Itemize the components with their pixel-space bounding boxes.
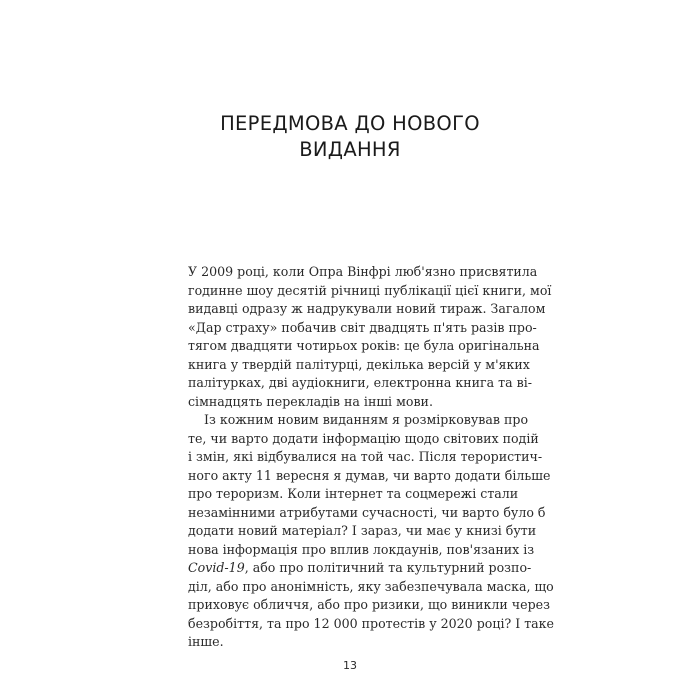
text-line: годинне шоу десятій річниці публікації цієї книги, мої [188,282,552,298]
text-line: палітурках, дві аудіокниги, електронна книга та ві- [188,375,532,390]
body-text [188,263,554,652]
paragraph-2 [188,411,554,652]
chapter-title-line-1: ПЕРЕДМОВА ДО НОВОГО [220,112,480,135]
text-line: тягом двадцяти чотирьох років: це була оригінальна [188,338,540,353]
text-line: Із кожним новим виданням я розмірковував про [204,412,529,427]
text-line: ного акту 11 вересня я думав, чи варто додати більше [188,467,551,483]
text-line: додати новий матеріал? І зараз, чи має у книзі бути [188,523,537,538]
text-line: видавці одразу ж надрукували новий тираж. Загалом [188,301,546,316]
text-line: і змін, які відбувалися на той час. Після терористич- [188,449,543,464]
text-line [188,559,532,578]
text-line: про тероризм. Коли інтернет та соцмережі стали [188,486,519,501]
text-line: У 2009 році, коли Опра Вінфрі люб'язно присвятила [188,264,538,279]
chapter-title [150,111,550,163]
paragraph-1 [188,263,552,411]
text-line: діл, або про анонімність, яку забезпечувала маска, що [188,578,554,594]
text-line: приховує обличчя, або про ризики, що виникли через [188,597,550,612]
text-line: інше. [188,634,224,649]
text-fragment: , або про політичний та культурний розпо- [244,560,532,575]
page-number: 13 [343,659,357,672]
italic-term: Covid-19 [188,560,245,575]
text-line: те, чи варто додати інформацію щодо світових подій [188,430,539,446]
text-line: сімнадцять перекладів на інші мови. [188,393,433,409]
text-line: книга у твердій палітурці, декілька версій у м'яких [188,356,530,372]
text-line: нова інформація про вплив локдаунів, пов'язаних із [188,541,535,557]
text-line: безробіття, та про 12 000 протестів у 2020 році? І таке [188,615,554,631]
text-line: незамінними атрибутами сучасності, чи варто було б [188,504,546,520]
text-line: «Дар страху» побачив світ двадцять п'ять разів про- [188,319,537,335]
chapter-title-line-2: ВИДАННЯ [299,138,401,161]
